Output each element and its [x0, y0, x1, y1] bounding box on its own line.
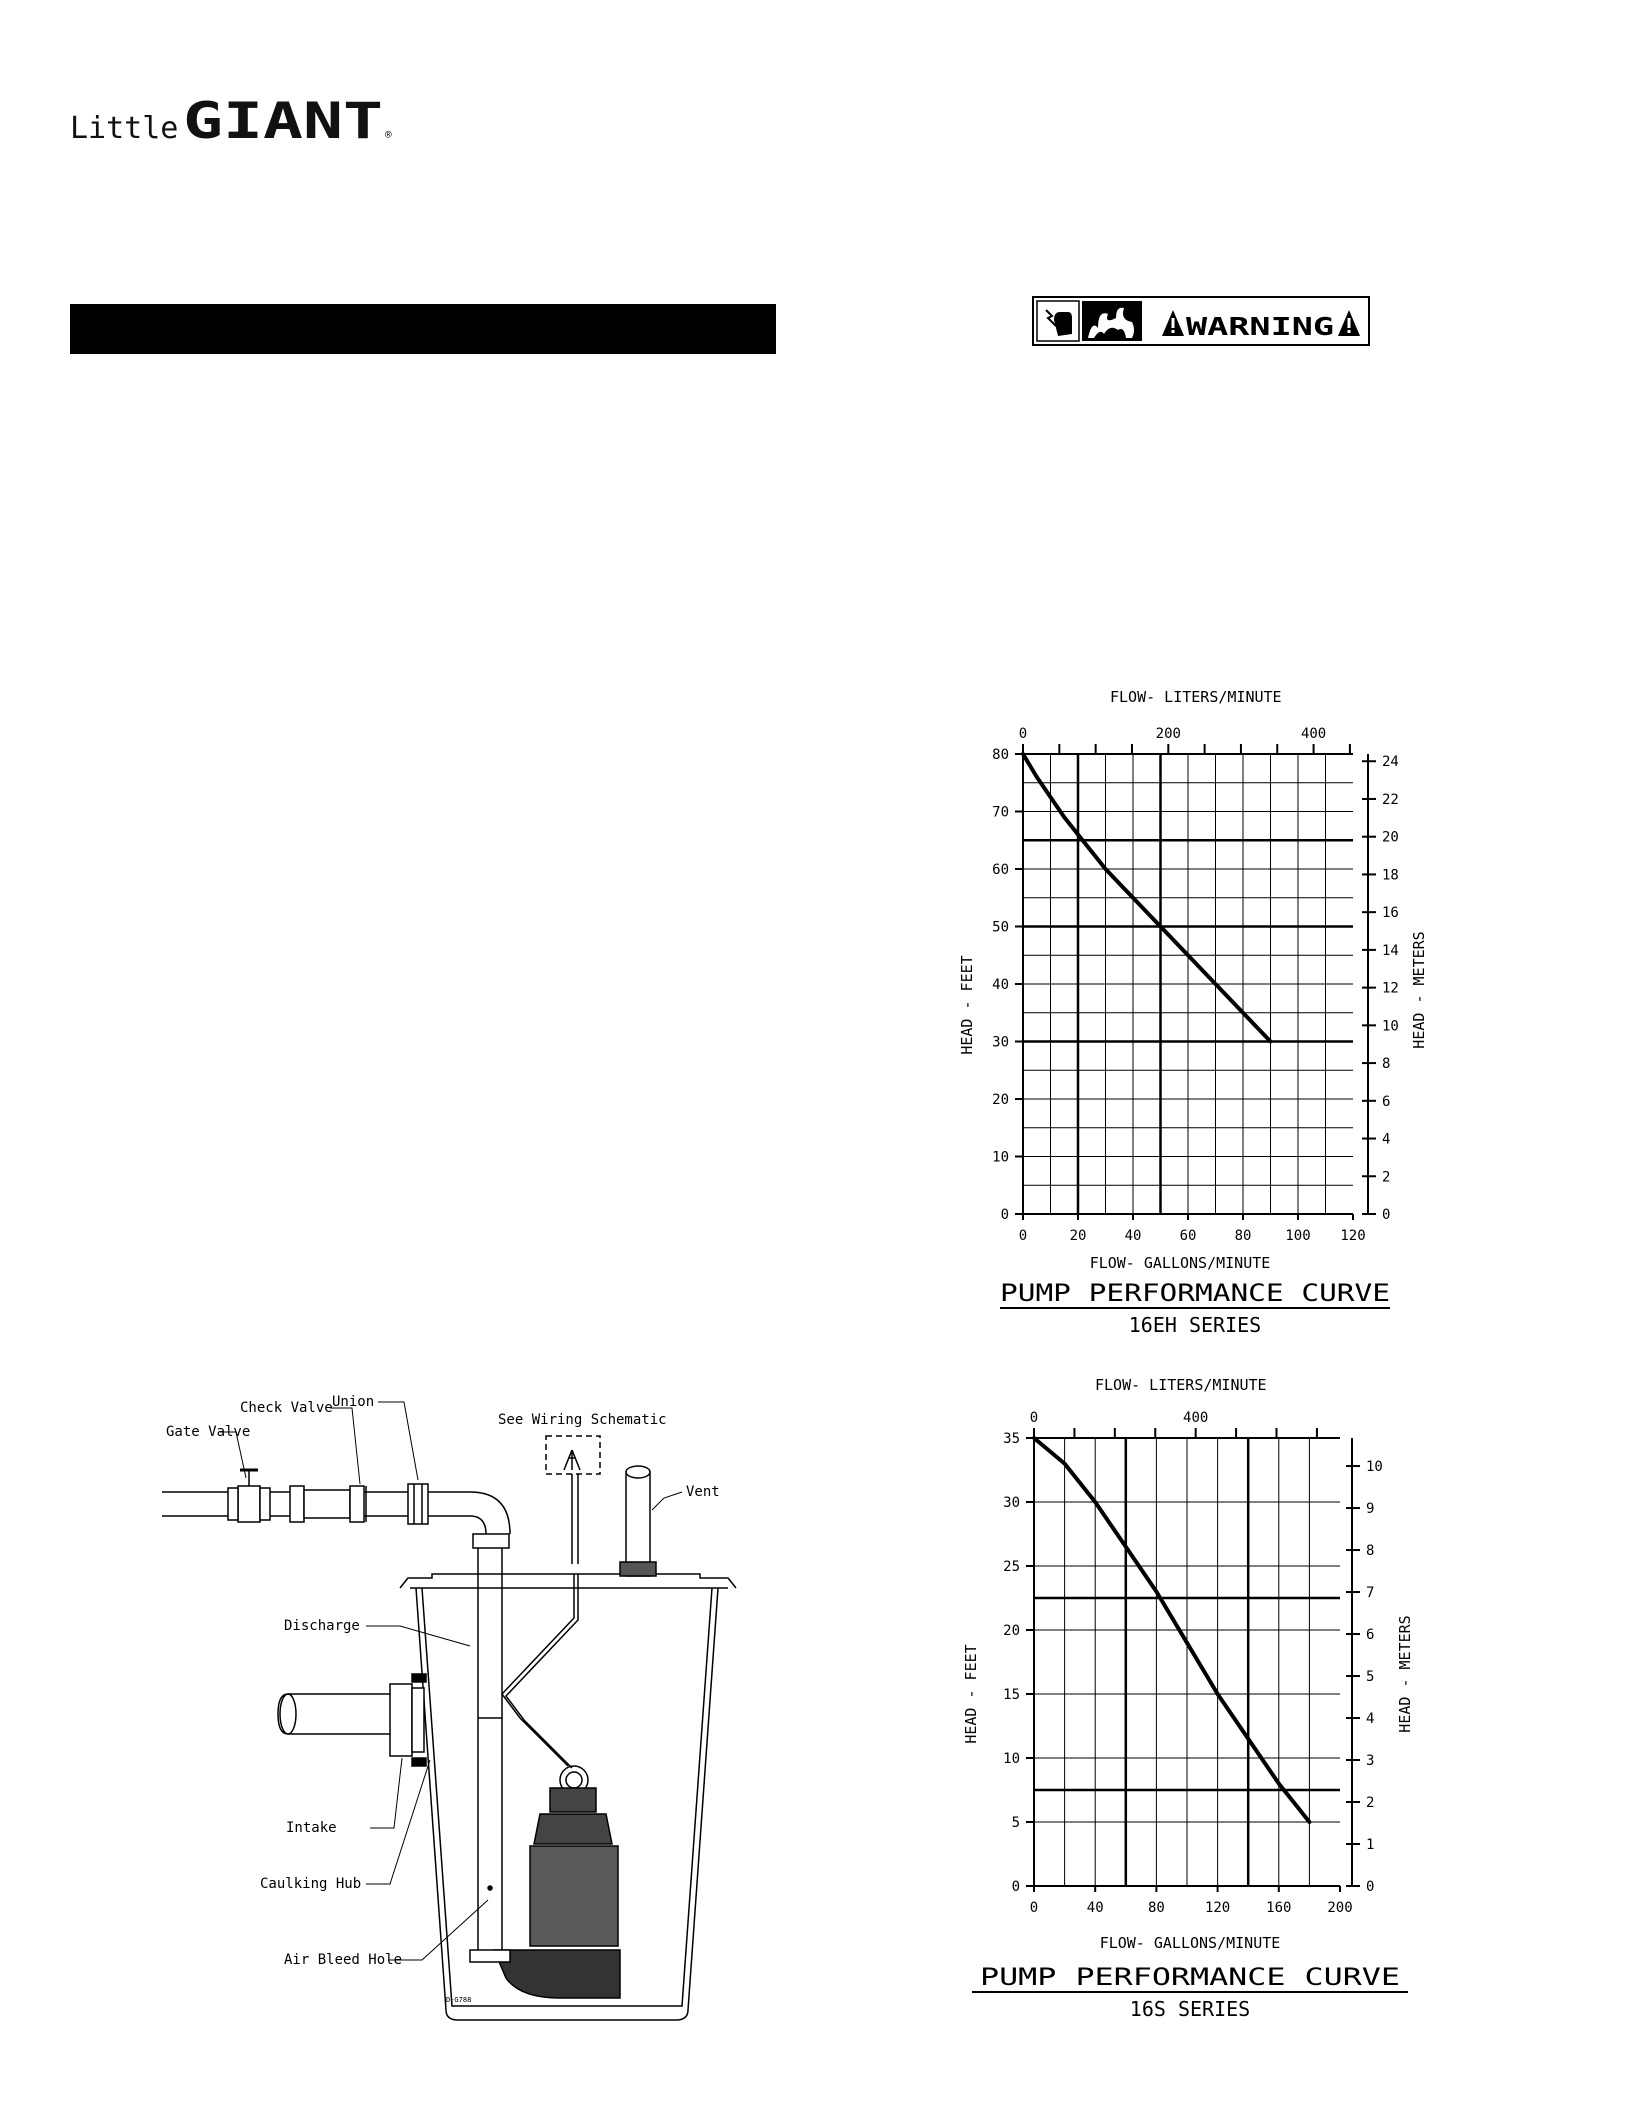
- chart2-y-tick: 20: [1003, 1623, 1020, 1639]
- chart2-y-tick: 10: [1003, 1751, 1020, 1767]
- chart2-point: [1033, 1437, 1036, 1440]
- chart1-marks: [992, 726, 1399, 1244]
- chart2-y2-tick: 9: [1366, 1501, 1375, 1518]
- chart1-y2-tick: 24: [1382, 754, 1399, 771]
- intake-pipe: [278, 1674, 426, 1766]
- chart1-y2-tick: 14: [1382, 942, 1399, 959]
- discharge-pipe: [473, 1534, 509, 1958]
- chart2-point: [1186, 1641, 1189, 1644]
- chart1-point: [1132, 896, 1135, 899]
- chart1-point: [1022, 753, 1025, 756]
- label-check-valve: Check Valve: [240, 1400, 333, 1416]
- chart1-y-tick: 60: [992, 862, 1009, 878]
- chart2-y2-tick: 5: [1366, 1669, 1375, 1686]
- chart2-x2label: FLOW- LITERS/MINUTE: [1095, 1376, 1267, 1394]
- chart1-y2-tick: 8: [1382, 1056, 1391, 1073]
- union: [408, 1484, 428, 1524]
- chart1-x-tick: 120: [1340, 1228, 1366, 1244]
- chart1-y2-tick: 12: [1382, 980, 1399, 997]
- chart2-y2-tick: 4: [1366, 1711, 1375, 1728]
- chart1-y2-tick: 20: [1382, 829, 1399, 846]
- chart2-point: [1308, 1821, 1311, 1824]
- chart1-y-tick: 80: [992, 747, 1009, 763]
- chart2-y-tick: 25: [1003, 1559, 1020, 1575]
- chart2-point: [1216, 1693, 1219, 1696]
- section-heading-bar: [70, 304, 776, 354]
- chart2-y2label: HEAD - METERS: [1396, 1615, 1414, 1733]
- chart1-point: [1077, 833, 1080, 836]
- chart1-y2-tick: 18: [1382, 867, 1399, 884]
- chart1-x2-tick: 200: [1155, 726, 1181, 742]
- chart2-y-tick: 35: [1003, 1431, 1020, 1447]
- chart1-y-tick: 50: [992, 919, 1009, 936]
- power-cord: [502, 1574, 574, 1766]
- chart2-x-tick: 40: [1086, 1900, 1104, 1916]
- chart1-x2-tick: 0: [1018, 726, 1028, 742]
- chart2-x-tick: 120: [1204, 1900, 1231, 1916]
- chart1-x-tick: 0: [1018, 1228, 1028, 1244]
- label-wiring: See Wiring Schematic: [498, 1412, 667, 1428]
- gate-valve: [228, 1470, 270, 1522]
- check-valve: [290, 1486, 366, 1522]
- pump-curve-chart-16eh: [950, 690, 1430, 1350]
- chart2-y2-tick: 2: [1366, 1795, 1375, 1812]
- logo-giant: GIANT: [183, 92, 383, 150]
- chart1-x2label: FLOW- LITERS/MINUTE: [1110, 690, 1282, 706]
- chart1-xlabel: FLOW- GALLONS/MINUTE: [1089, 1254, 1271, 1272]
- chart1-point: [1104, 868, 1107, 871]
- chart2-y2-tick: 10: [1366, 1459, 1383, 1476]
- chart2-x-tick: 0: [1029, 1900, 1039, 1916]
- chart2-y2-tick: 7: [1366, 1585, 1375, 1602]
- warning-text: WARNING: [1186, 312, 1334, 341]
- chart1-grid: [1023, 754, 1368, 1214]
- chart1-x-tick: 100: [1285, 1228, 1311, 1244]
- chart1-y2-tick: 22: [1382, 791, 1399, 808]
- chart1-y2-tick: 10: [1382, 1018, 1399, 1035]
- chart1-y-tick: 70: [992, 804, 1009, 821]
- chart1-point: [1214, 983, 1217, 986]
- chart2-point: [1277, 1782, 1280, 1785]
- chart1-y-tick: 0: [1000, 1207, 1009, 1223]
- chart2-y-tick: 0: [1011, 1879, 1020, 1895]
- pump-curve-chart-16s: [950, 1374, 1430, 2034]
- chart1-y2-tick: 6: [1382, 1093, 1391, 1110]
- chart1-y-tick: 30: [992, 1034, 1009, 1051]
- label-discharge: Discharge: [284, 1618, 360, 1634]
- chart2-point: [1094, 1501, 1097, 1504]
- wiring-box: [546, 1436, 600, 1564]
- chart2-y2-tick: 0: [1366, 1879, 1375, 1895]
- chart1-x-tick: 20: [1069, 1228, 1087, 1244]
- sewage-pump: [470, 1788, 620, 1998]
- chart1-x-tick: 40: [1124, 1228, 1142, 1244]
- chart1-point: [1159, 925, 1162, 928]
- chart1-x2-tick: 400: [1300, 726, 1327, 742]
- logo-little: Little: [70, 111, 179, 146]
- chart2-point: [1063, 1462, 1066, 1465]
- chart1-y-tick: 10: [992, 1149, 1009, 1166]
- label-gate-valve: Gate Valve: [166, 1424, 251, 1440]
- chart2-point: [1293, 1801, 1296, 1804]
- chart2-y2-tick: 6: [1366, 1627, 1375, 1644]
- chart2-x2-tick: 0: [1029, 1410, 1039, 1426]
- vent-pipe: [620, 1466, 656, 1576]
- chart2-marks: [1003, 1410, 1383, 1916]
- chart2-ylabel: HEAD - FEET: [962, 1644, 980, 1744]
- chart1-title: PUMP PERFORMANCE CURVE: [1000, 1279, 1390, 1307]
- chart2-y2-tick: 1: [1366, 1837, 1375, 1854]
- chart1-point: [1269, 1040, 1272, 1043]
- chart2-y2-tick: 8: [1366, 1543, 1375, 1560]
- logo-registered: ®: [385, 128, 392, 141]
- chart1-y-tick: 20: [992, 1092, 1009, 1108]
- fire-icon: [1082, 301, 1142, 341]
- chart2-x-tick: 200: [1327, 1900, 1353, 1916]
- installation-diagram: [140, 1388, 780, 2038]
- chart1-point: [1063, 816, 1066, 819]
- chart1-y2label: HEAD - METERS: [1410, 931, 1428, 1049]
- chart1-y2-tick: 0: [1382, 1207, 1391, 1223]
- chart2-y-tick: 5: [1011, 1815, 1020, 1831]
- chart2-point: [1247, 1737, 1250, 1740]
- chart1-x-tick: 80: [1234, 1228, 1252, 1244]
- chart1-y2-tick: 4: [1382, 1131, 1391, 1148]
- chart2-x-tick: 160: [1266, 1900, 1292, 1916]
- chart1-point: [1035, 776, 1038, 779]
- little-giant-logo: [70, 92, 400, 152]
- label-union: Union: [332, 1394, 375, 1410]
- chart1-x-tick: 60: [1179, 1228, 1197, 1244]
- chart1-y2-tick: 2: [1382, 1169, 1391, 1186]
- label-code: D-G788: [446, 1996, 472, 2004]
- chart1-y-tick: 40: [992, 977, 1009, 993]
- chart2-y-tick: 30: [1003, 1495, 1020, 1511]
- chart1-y2-tick: 16: [1382, 905, 1399, 922]
- chart1-ylabel: HEAD - FEET: [958, 955, 976, 1055]
- chart2-title: PUMP PERFORMANCE CURVE: [980, 1963, 1400, 1991]
- label-air-bleed: Air Bleed Hole: [284, 1952, 403, 1968]
- chart2-xlabel: FLOW- GALLONS/MINUTE: [1099, 1934, 1281, 1952]
- chart1-point: [1187, 954, 1190, 957]
- chart2-x2-tick: 400: [1183, 1410, 1209, 1426]
- chart1-point: [1049, 796, 1052, 799]
- label-intake: Intake: [286, 1820, 337, 1836]
- chart2-x-tick: 80: [1147, 1900, 1165, 1916]
- chart1-subtitle: 16EH SERIES: [1128, 1313, 1262, 1337]
- chart2-point: [1124, 1545, 1127, 1548]
- chart2-y-tick: 15: [1003, 1687, 1020, 1703]
- label-vent: Vent: [686, 1484, 720, 1500]
- label-caulking-hub: Caulking Hub: [260, 1876, 362, 1892]
- chart1-point: [1242, 1011, 1245, 1014]
- chart2-subtitle: 16S SERIES: [1129, 1997, 1251, 2021]
- chart2-point: [1155, 1590, 1158, 1593]
- warning-label: [1032, 296, 1370, 346]
- chart2-y2-tick: 3: [1366, 1753, 1375, 1770]
- electric-shock-icon: [1037, 301, 1079, 341]
